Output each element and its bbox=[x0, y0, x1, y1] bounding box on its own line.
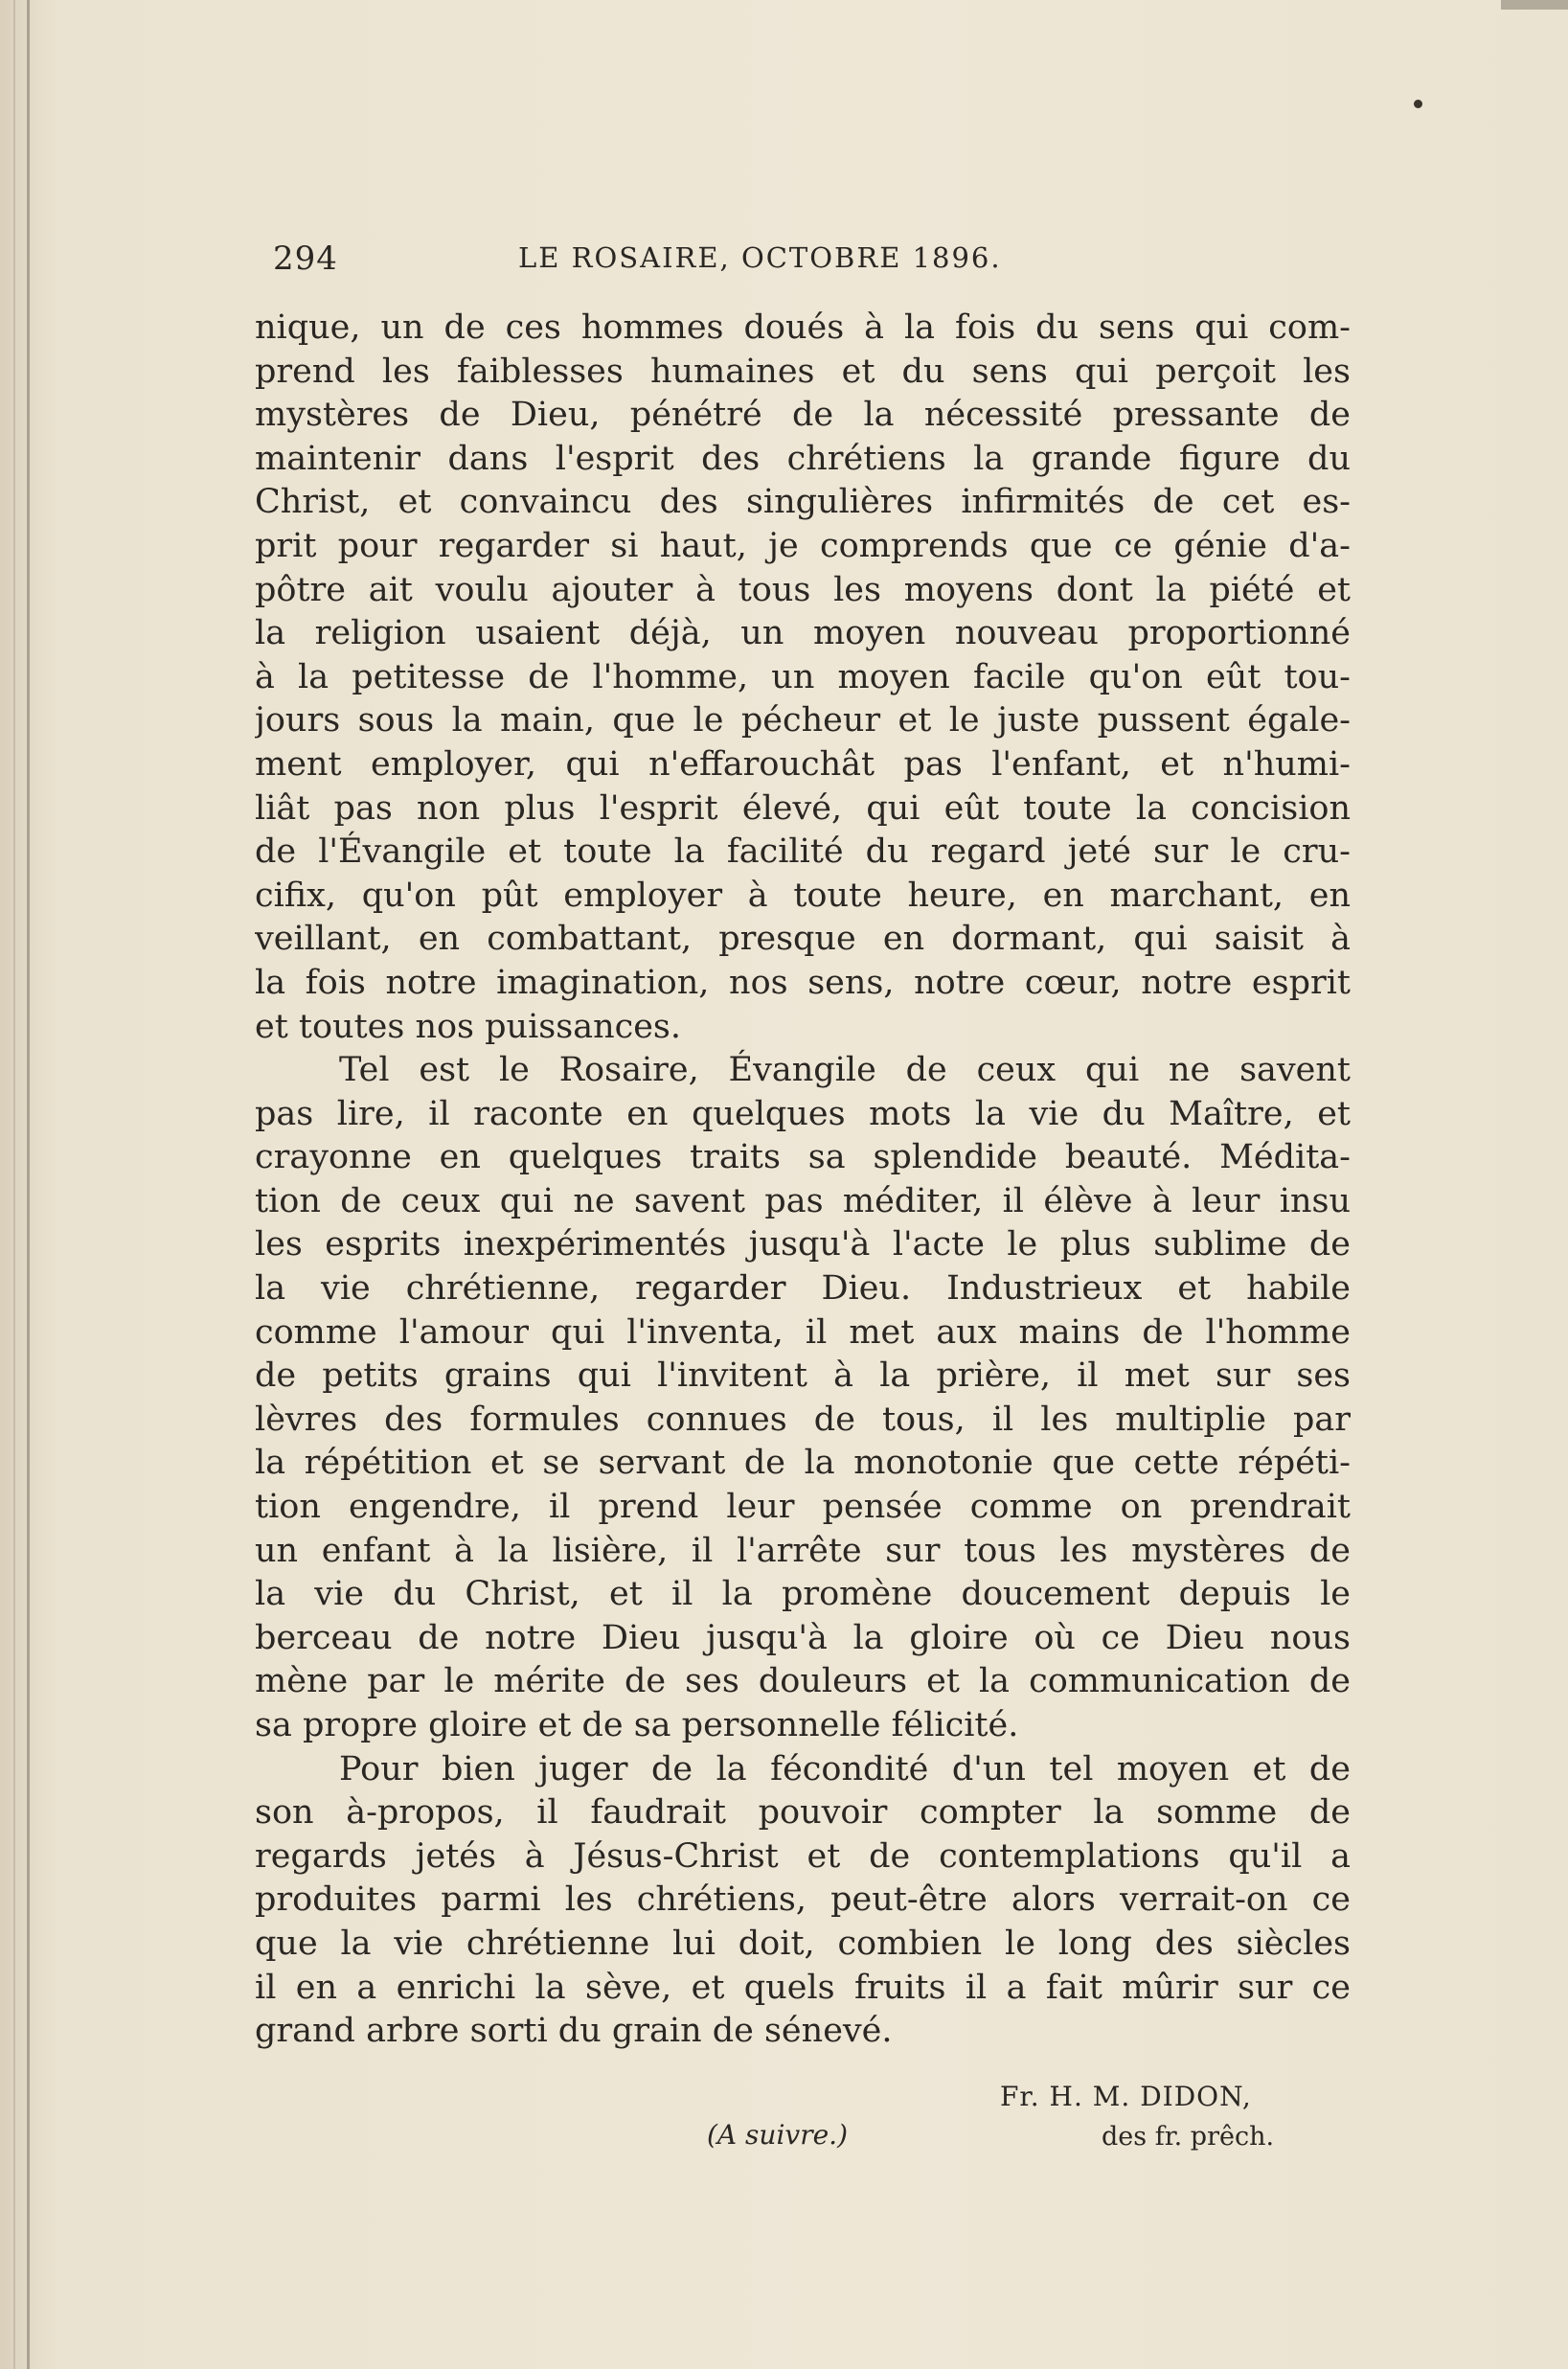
to-be-continued: (A suivre.) bbox=[707, 2119, 848, 2151]
text-line: que la vie chrétienne lui doit, combien le long des siècles bbox=[255, 1924, 1351, 1963]
text-line: ment employer, qui n'effarouchât pas l'enfant, et n'humi- bbox=[255, 744, 1351, 784]
paragraph-start-line: Tel est le Rosaire, Évangile de ceux qui ne savent bbox=[339, 1051, 1351, 1090]
text-line: de l'Évangile et toute la facilité du regard jeté sur le cru- bbox=[255, 832, 1351, 872]
text-line: maintenir dans l'esprit des chrétiens la grande figure du bbox=[255, 439, 1351, 478]
body-text bbox=[255, 307, 1351, 2054]
text-line: produites parmi les chrétiens, peut-être alors verrait-on ce bbox=[255, 1880, 1351, 1920]
page-header bbox=[273, 239, 1346, 282]
ink-speck bbox=[1414, 100, 1422, 108]
text-line: cifix, qu'on pût employer à toute heure, en marchant, en bbox=[255, 876, 1351, 915]
page-number: 294 bbox=[273, 239, 338, 278]
text-line: il en a enrichi la sève, et quels fruits il a fait mûrir sur ce bbox=[255, 1968, 1351, 2007]
text-line: pôtre ait voulu ajouter à tous les moyens dont la piété et bbox=[255, 570, 1351, 609]
text-line: de petits grains qui l'invitent à la prière, il met sur ses bbox=[255, 1356, 1351, 1396]
text-line: prend les faiblesses humaines et du sens qui perçoit les bbox=[255, 352, 1351, 391]
text-line: jours sous la main, que le pécheur et le juste pussent égale- bbox=[255, 701, 1351, 740]
text-line: mystères de Dieu, pénétré de la nécessité pressante de bbox=[255, 396, 1351, 435]
text-line: Christ, et convaincu des singulières infirmités de cet es- bbox=[255, 483, 1351, 522]
binding-shadow bbox=[13, 0, 15, 2369]
binding-edge bbox=[27, 0, 30, 2369]
running-head: LE ROSAIRE, OCTOBRE 1896. bbox=[518, 241, 1002, 274]
page-corner-shadow bbox=[1501, 0, 1568, 10]
text-line: son à-propos, il faudrait pouvoir compter la somme de bbox=[255, 1793, 1351, 1833]
text-line: comme l'amour qui l'inventa, il met aux mains de l'homme bbox=[255, 1312, 1351, 1352]
text-line: berceau de notre Dieu jusqu'à la gloire où ce Dieu nous bbox=[255, 1618, 1351, 1657]
text-line: regards jetés à Jésus-Christ et de contemplations qu'il a bbox=[255, 1836, 1351, 1876]
text-line: prit pour regarder si haut, je comprends que ce génie d'a- bbox=[255, 526, 1351, 565]
text-line: à la petitesse de l'homme, un moyen facile qu'on eût tou- bbox=[255, 657, 1351, 696]
paragraph-end-line: grand arbre sorti du grain de sénevé. bbox=[255, 2012, 893, 2051]
text-line: tion de ceux qui ne savent pas méditer, il élève à leur insu bbox=[255, 1181, 1351, 1220]
text-line: lèvres des formules connues de tous, il les multiplie par bbox=[255, 1400, 1351, 1439]
text-line: pas lire, il raconte en quelques mots la vie du Maître, et bbox=[255, 1094, 1351, 1133]
text-line: la religion usaient déjà, un moyen nouveau proportionné bbox=[255, 614, 1351, 653]
text-line: la répétition et se servant de la monotonie que cette répéti- bbox=[255, 1444, 1351, 1483]
text-line: les esprits inexpérimentés jusqu'à l'acte le plus sublime de bbox=[255, 1225, 1351, 1264]
text-line: la vie chrétienne, regarder Dieu. Industrieux et habile bbox=[255, 1269, 1351, 1309]
text-line: la vie du Christ, et il la promène doucement depuis le bbox=[255, 1575, 1351, 1614]
text-line: liât pas non plus l'esprit élevé, qui eût toute la concision bbox=[255, 788, 1351, 828]
author-signature: Fr. H. M. DIDON, bbox=[1000, 2081, 1252, 2112]
text-line: crayonne en quelques traits sa splendide beauté. Médita- bbox=[255, 1138, 1351, 1177]
text-line: nique, un de ces hommes doués à la fois du sens qui com- bbox=[255, 308, 1351, 347]
paragraph-end-line: et toutes nos puissances. bbox=[255, 1007, 682, 1046]
text-line: veillant, en combattant, presque en dormant, qui saisit à bbox=[255, 920, 1351, 959]
text-line: tion engendre, il prend leur pensée comme on prendrait bbox=[255, 1488, 1351, 1527]
author-role: des fr. prêch. bbox=[1102, 2122, 1275, 2152]
text-line: la fois notre imagination, nos sens, notre cœur, notre esprit bbox=[255, 963, 1351, 1002]
text-line: un enfant à la lisière, il l'arrête sur tous les mystères de bbox=[255, 1531, 1351, 1570]
text-line: mène par le mérite de ses douleurs et la communication de bbox=[255, 1662, 1351, 1701]
paragraph-end-line: sa propre gloire et de sa personnelle félicité. bbox=[255, 1706, 1019, 1744]
paragraph-start-line: Pour bien juger de la fécondité d'un tel moyen et de bbox=[339, 1749, 1351, 1788]
